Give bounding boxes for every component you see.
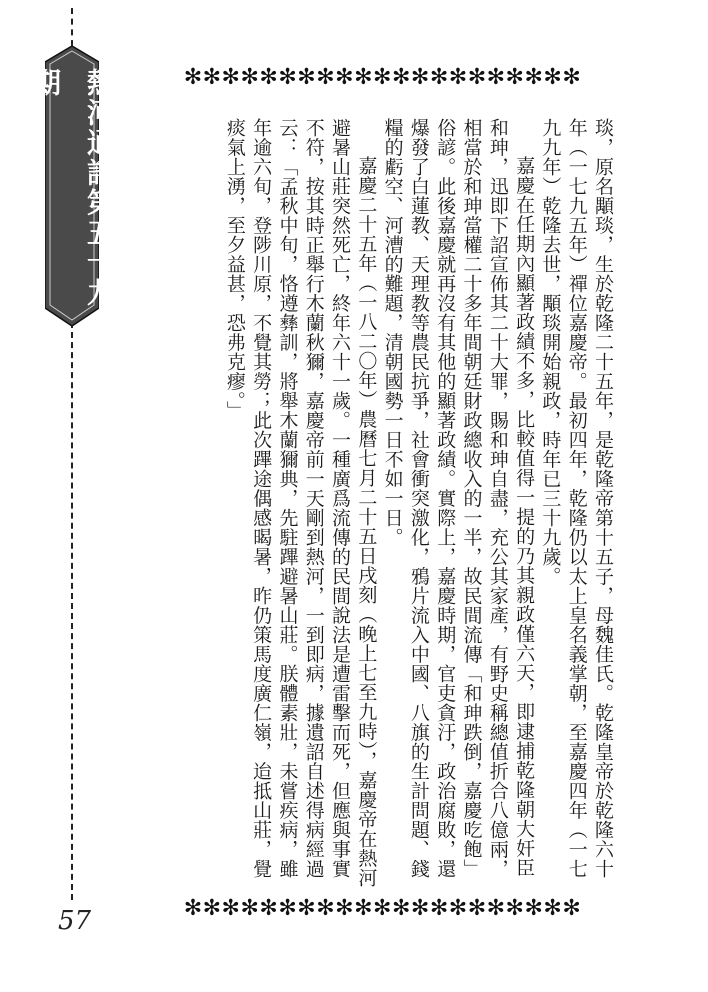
page-number: 57	[58, 906, 92, 936]
paragraph: 琰，原名顒琰，生於乾隆二十五年，是乾隆帝第十五子，母魏佳氏。乾隆皇帝於乾隆六十年（一七九五年）禪位嘉慶帝。最初四年，乾隆仍以太上皇名義掌朝，至嘉慶四年（一七九九年）乾隆去世，顒琰開始親政，時年已三十九歲。	[539, 118, 614, 879]
ornament-row-top: ✻✻✻✻✻✻✻✻✻✻✻✻✻✻✻✻✻✻✻✻✻	[183, 65, 582, 90]
banner-title: 熱河通訊第五十九期	[29, 68, 116, 308]
paragraph: 嘉慶在任期內顯著政績不多，比較值得一提的乃其親政僅六天，即逮捕乾隆朝大奸臣和珅，迅即下詔宣佈其二十大罪，賜和珅自盡，充公其家產，有野史稱總值折合八億兩，相當於和珅當權二十多年間朝廷財政總收入的一半，故民間流傳「和珅跌倒，嘉慶吃飽」俗諺。此後嘉慶就再沒有其他的顯著政績。實際上，嘉慶時期，官吏貪汙，政治腐敗，還爆發了白蓮教、天理教等農民抗爭，社會衝突激化，鴉片流入中國、八旗的生計問題、錢糧的虧空、河漕的難題，清朝國勢一日不如一日。	[381, 118, 536, 879]
ornament-row-bottom: ✻✻✻✻✻✻✻✻✻✻✻✻✻✻✻✻✻✻✻✻✻	[183, 896, 582, 921]
issue-banner	[29, 46, 116, 326]
left-rule-top	[71, 8, 73, 46]
paragraph: 嘉慶二十五年（一八二〇年）農曆七月二十五日戌刻（晚上七至九時），嘉慶帝在熱河避暑山莊突然死亡，終年六十一歲。一種廣爲流傳的民間說法是遭雷擊而死，但應與事實不符，按其時正舉行木蘭秋獮，嘉慶帝前一天剛到熱河，一到即病，據遺詔自述得病經過云：「孟秋中旬，恪遵彝訓，將舉木蘭獮典，先駐蹕避暑山莊。朕體素壯，未嘗疾病，雖年逾六旬，登陟川原，不覺其勞；此次蹕途偶感暍暑，昨仍策馬度廣仁嶺，迨抵山莊，覺痰氣上湧，至夕益甚，恐弗克瘳。」	[223, 118, 378, 888]
left-rule-bottom	[71, 322, 73, 900]
article-body	[146, 118, 616, 890]
